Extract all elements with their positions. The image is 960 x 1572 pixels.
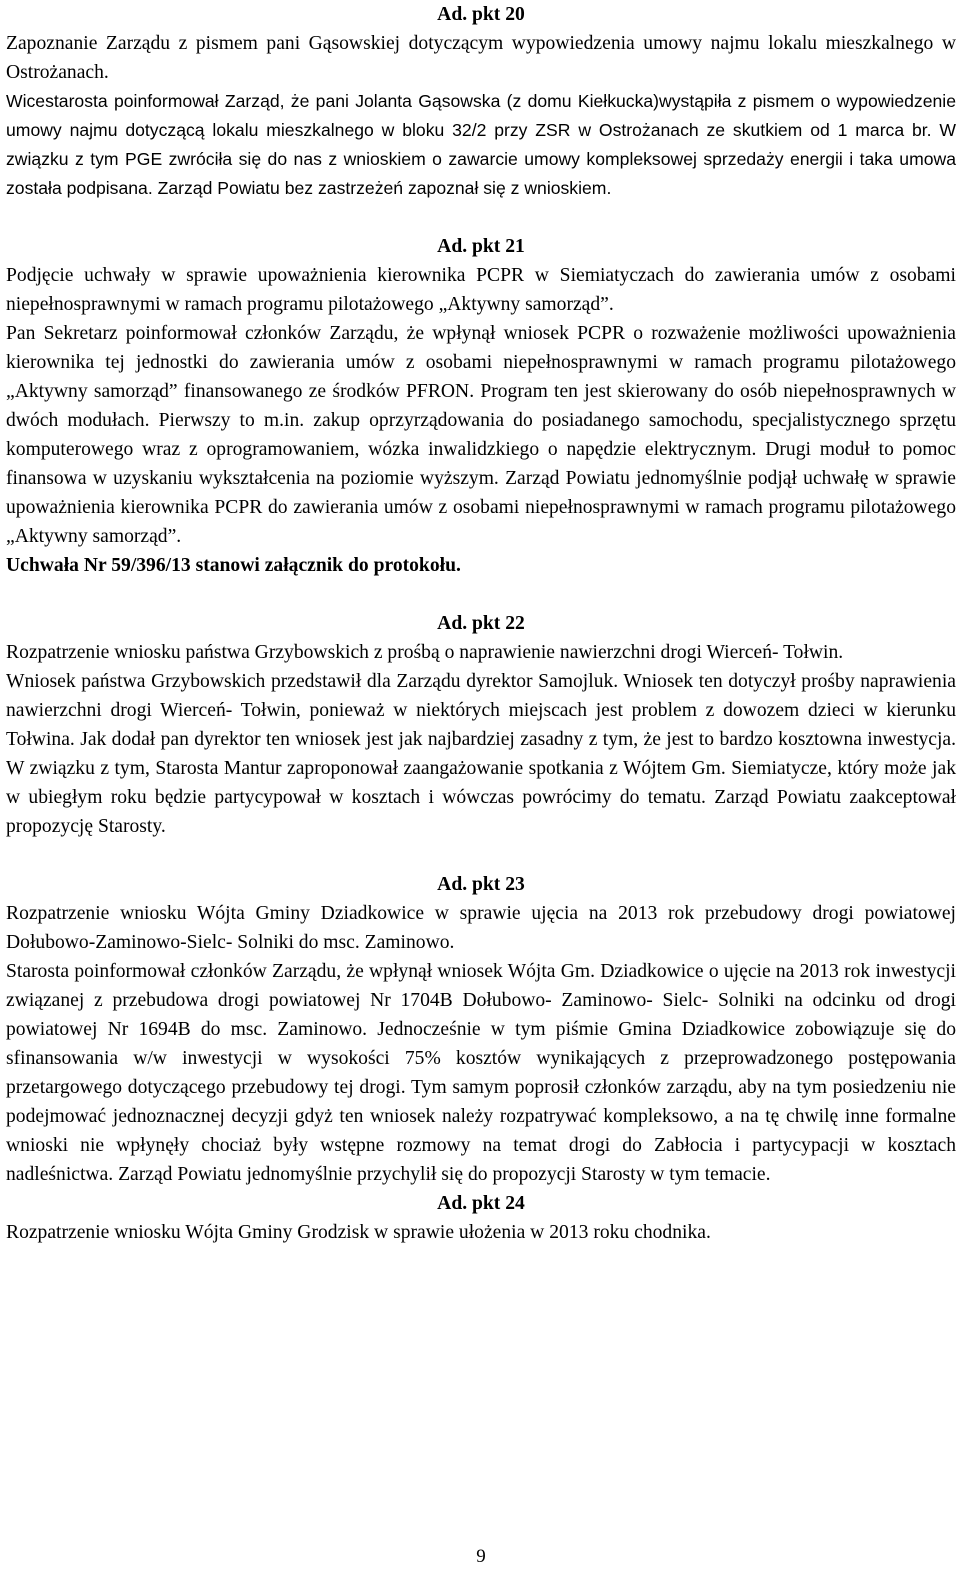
section-body-pkt20: Wicestarosta poinformował Zarząd, że pani Jolanta Gąsowska (z domu Kiełkucka)wystąpiła z pismem o wypowiedzenie umowy najmu dotyczącą lokalu mieszkalnego w bloku 32/2 przy ZSR w Ostrożanach ze skutkiem od 1 marca br. W związku z tym PGE zwróciła się do nas z wnioskiem o zawarcie umowy kompleksowej sprzedaży energii i taka umowa została podpisana. Zarząd Powiatu bez zastrzeżeń zapoznał się z wnioskiem.: [6, 91, 956, 198]
spacer: [6, 841, 956, 870]
section-subject-pkt21: Podjęcie uchwały w sprawie upoważnienia kierownika PCPR w Siemiatyczach do zawierania umów z osobami niepełnosprawnymi w ramach programu pilotażowego „Aktywny samorząd”.: [6, 265, 956, 315]
section-heading-pkt22: Ad. pkt 22: [437, 613, 525, 634]
section-heading-pkt21: Ad. pkt 21: [437, 236, 525, 257]
section-body-pkt22: Wniosek państwa Grzybowskich przedstawił dla Zarządu dyrektor Samojluk. Wniosek ten dotyczył prośby naprawienia nawierzchni drogi Wierceń- Tołwin, ponieważ w niektórych miejscach jest problem z dowozem dzieci w kierunku Tołwina. Jak dodał pan dyrektor ten wniosek jest jak najbardziej zasadny z tym, że jest to bardzo kosztowna inwestycja. W związku z tym, Starosta Mantur zaproponował zaangażowanie spotkania z Wójtem Gm. Siemiatycze, który może jak w ubiegłym roku będzie partycypował w kosztach i wówczas powrócimy do tematu. Zarząd Powiatu zaakceptował propozycję Starosty.: [6, 671, 956, 837]
resolution-note-pkt21: Uchwała Nr 59/396/13 stanowi załącznik do protokołu.: [6, 555, 461, 576]
section-subject-pkt22: Rozpatrzenie wniosku państwa Grzybowskich z prośbą o naprawienie nawierzchni drogi Wierceń- Tołwin.: [6, 642, 844, 663]
section-heading-pkt20: Ad. pkt 20: [437, 4, 525, 25]
section-subject-pkt20: Zapoznanie Zarządu z pismem pani Gąsowskiej dotyczącym wypowiedzenia umowy najmu lokalu mieszkalnego w Ostrożanach.: [6, 33, 956, 83]
section-body-pkt23: Starosta poinformował członków Zarządu, że wpłynął wniosek Wójta Gm. Dziadkowice o ujęcie na 2013 rok inwestycji związanej z przebudowa drogi powiatowej Nr 1704B Dołubowo- Zaminowo- Sielc- Solniki na odcinku od drogi powiatowej Nr 1694B do msc. Zaminowo. Jednocześnie w tym piśmie Gmina Dziadkowice zobowiązuje się do sfinansowania w/w inwestycji w wysokości 75% kosztów wynikających z przeprowadzonego postępowania przetargowego dotyczącego przebudowy tej drogi. Tym samym poprosił członków zarządu, aby na tym posiedzeniu nie podejmować jednoznacznej decyzji gdyż ten wniosek należy rozpatrywać kompleksowo, a na tę chwilę inne formalne wnioski nie wpłynęły chociaż były wstępne rozmowy na temat drogi do Zabłocia i partycypacji w kosztach nadleśnictwa. Zarząd Powiatu jednomyślnie przychylił się do propozycji Starosty w tym temacie.: [6, 961, 956, 1185]
section-heading-pkt23: Ad. pkt 23: [437, 874, 525, 895]
section-heading-pkt24: Ad. pkt 24: [437, 1193, 525, 1214]
spacer: [6, 203, 956, 232]
section-body-pkt21: Pan Sekretarz poinformował członków Zarządu, że wpłynął wniosek PCPR o rozważenie możliwości upoważnienia kierownika tej jednostki do zawierania umów z osobami niepełnosprawnymi w ramach programu pilotażowego „Aktywny samorząd” finansowanego ze środków PFRON. Program ten jest skierowany do osób niepełnosprawnych w dwóch modułach. Pierwszy to m.in. zakup oprzyrządowania do posiadanego samochodu, specjalistycznego sprzętu komputerowego wraz z oprogramowaniem, wózka inwalidzkiego o napędzie elektrycznym. Drugi moduł to pomoc finansowa w uzyskaniu wykształcenia na poziomie wyższym. Zarząd Powiatu jednomyślnie podjął uchwałę w sprawie upoważnienia kierownika PCPR do zawierania umów z osobami niepełnosprawnymi w ramach programu pilotażowego „Aktywny samorząd”.: [6, 323, 956, 547]
section-subject-pkt24: Rozpatrzenie wniosku Wójta Gminy Grodzisk w sprawie ułożenia w 2013 roku chodnika.: [6, 1222, 711, 1243]
spacer: [6, 580, 956, 609]
document-page: [6, 0, 956, 1572]
section-subject-pkt23: Rozpatrzenie wniosku Wójta Gminy Dziadkowice w sprawie ujęcia na 2013 rok przebudowy drogi powiatowej Dołubowo-Zaminowo-Sielc- Solniki do msc. Zaminowo.: [6, 903, 956, 953]
page-number: 9: [476, 1546, 486, 1567]
